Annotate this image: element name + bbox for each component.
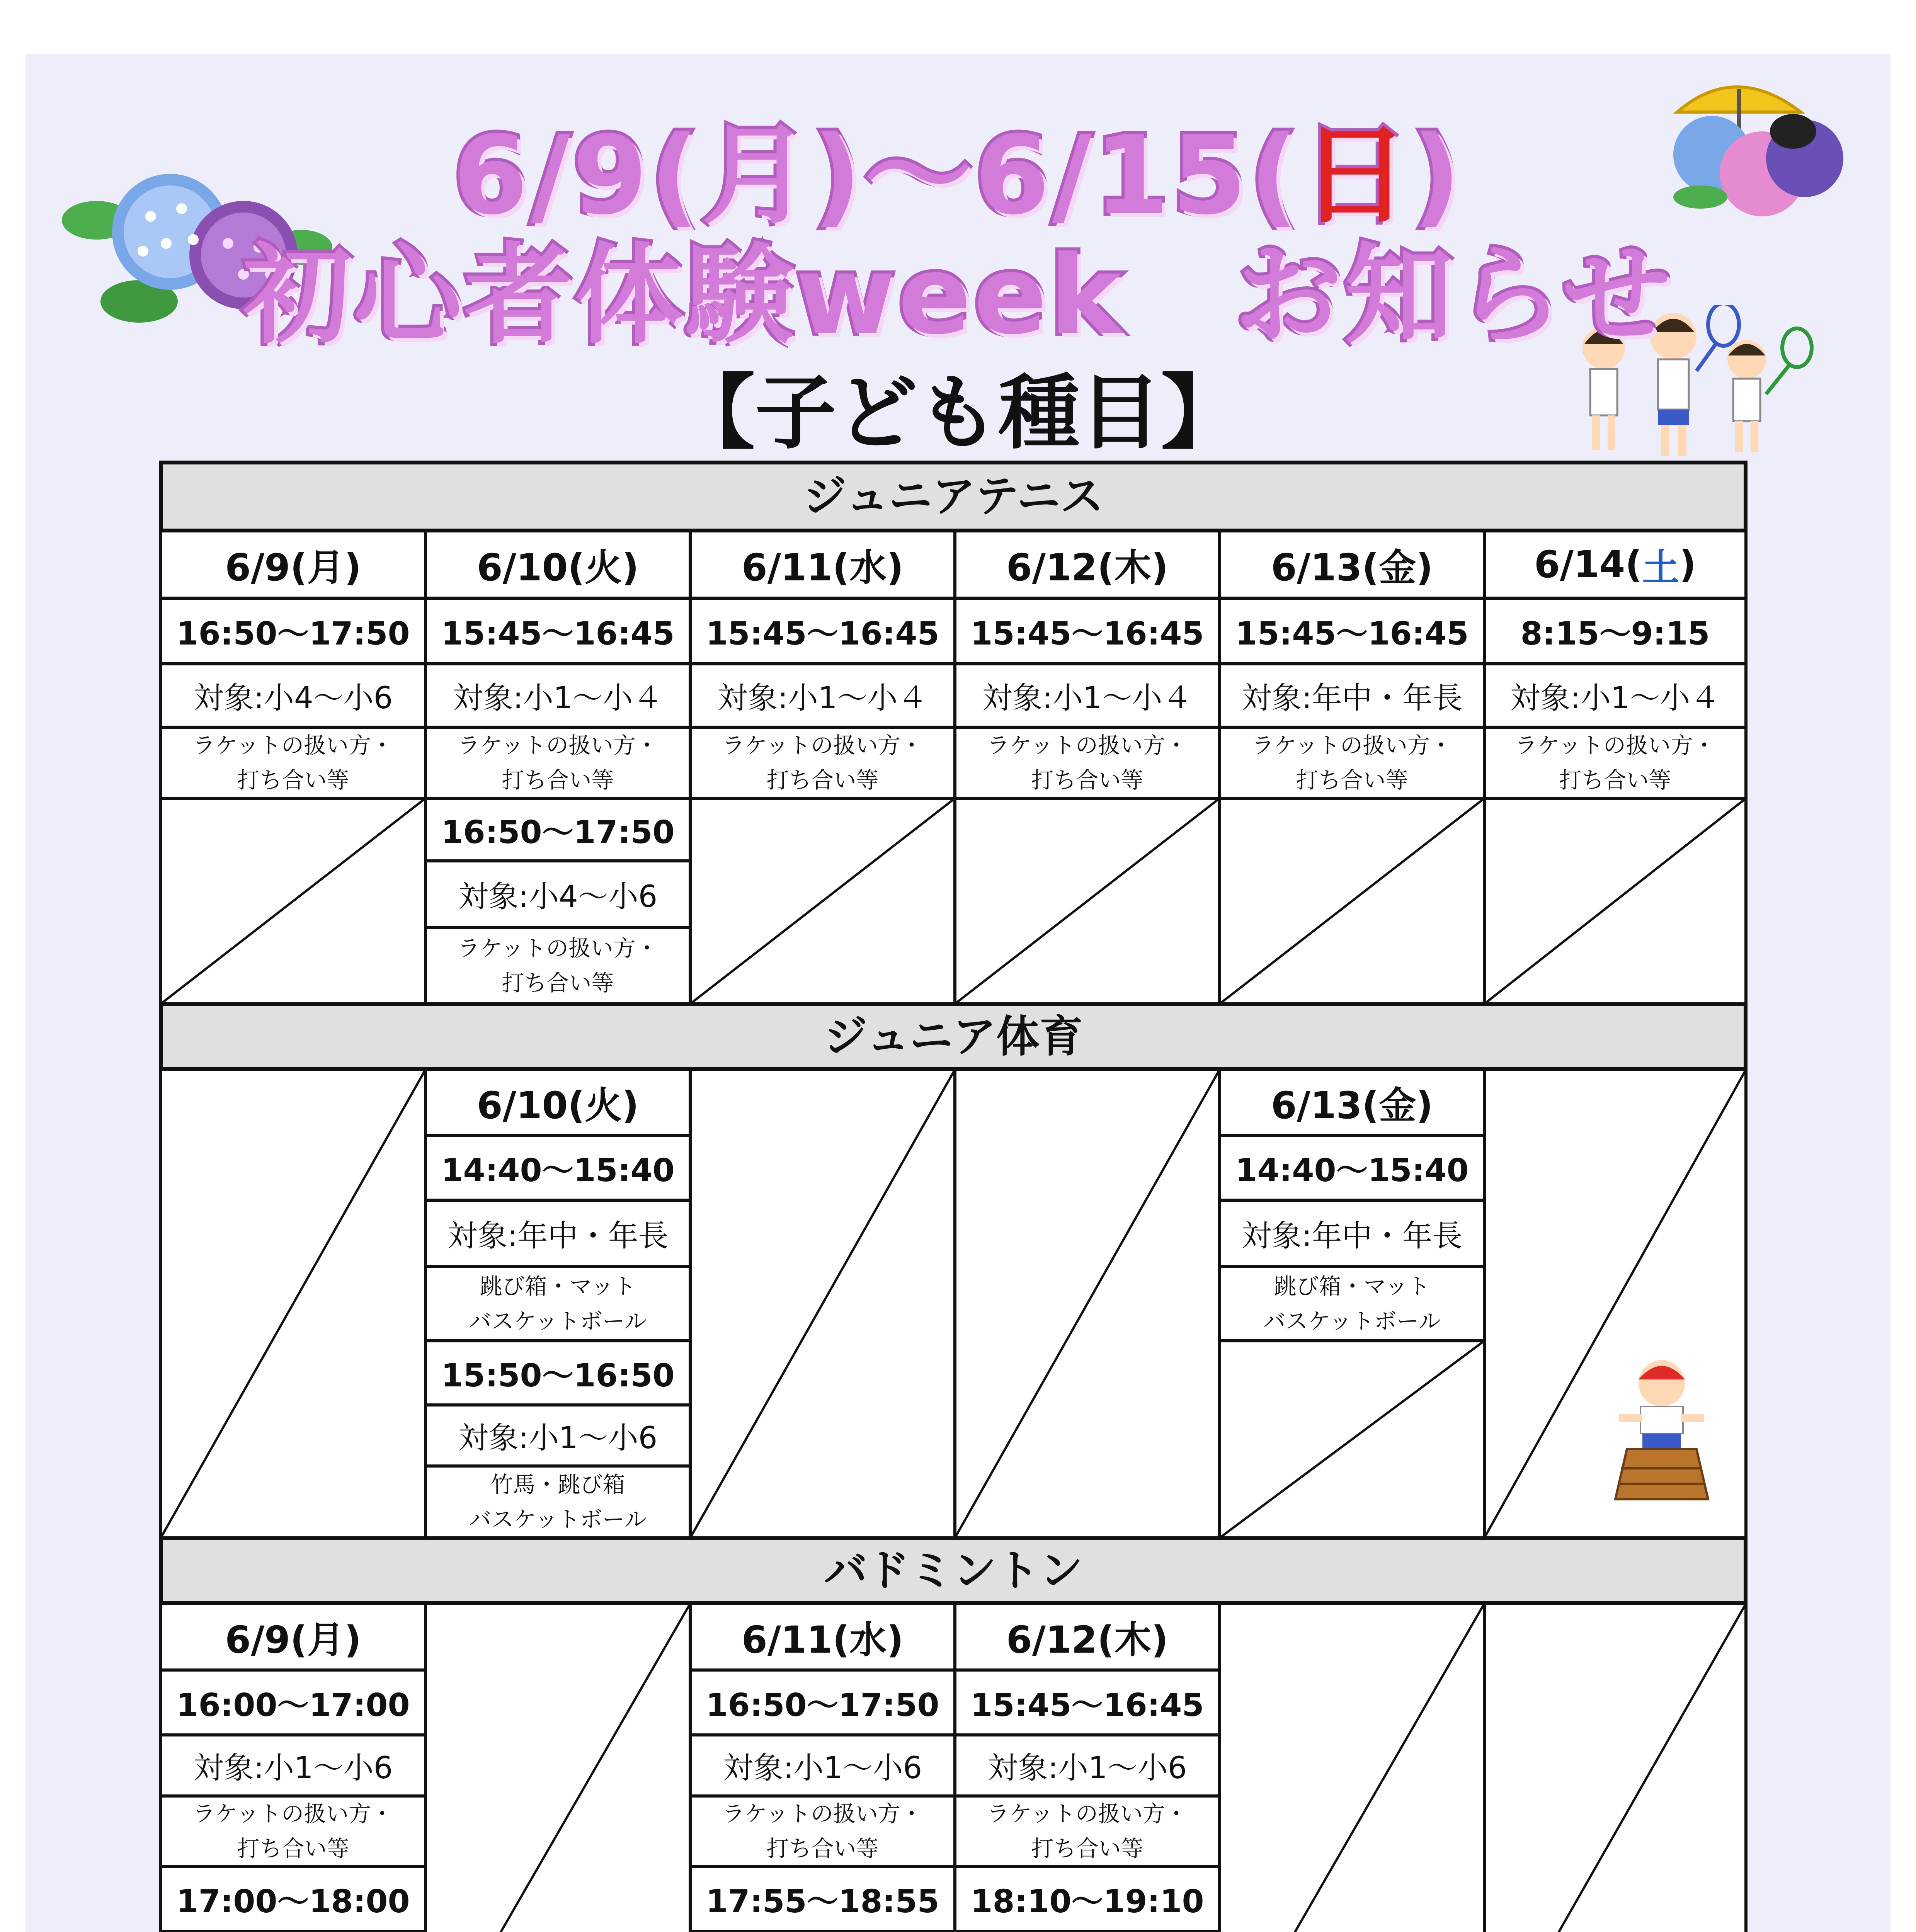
badminton-target1-wed: 対象:小1～小6 [689,1733,956,1798]
section-header-gym: ジュニア体育 [159,1002,1748,1071]
badminton-time2-thu: 18:10～19:10 [953,1865,1221,1932]
badminton-target2-wed [689,1930,956,1932]
badminton-target1-mon: 対象:小1～小6 [159,1733,427,1798]
tennis-content-sat: ラケットの扱い方・ 打ち合い等 [1483,726,1748,800]
tennis-extra-time-tue: 16:50～17:50 [424,797,692,862]
badminton-target2-mon [159,1930,427,1932]
empty-slot-diagonal [424,1602,692,1932]
event-name-title: 初心者体験week お知らせ [243,233,1673,359]
gym-content2-tue: 竹馬・跳び箱 バスケットボール [424,1464,692,1539]
tennis-day-wed: 6/11(水) [689,529,956,600]
tennis-extra-target-tue: 対象:小4～小6 [424,859,692,929]
section-header-badminton: バドミントン [159,1536,1748,1605]
tennis-time-sat: 8:15～9:15 [1483,597,1748,665]
empty-slot-diagonal [159,797,427,1005]
tennis-time-fri: 15:45～16:45 [1218,597,1486,665]
tennis-target-sat: 対象:小1～小４ [1483,662,1748,729]
empty-slot-diagonal [689,797,956,1005]
tennis-content-mon: ラケットの扱い方・ 打ち合い等 [159,726,427,800]
tennis-content-thu: ラケットの扱い方・ 打ち合い等 [953,726,1221,800]
tennis-target-tue: 対象:小1～小４ [424,662,692,729]
badminton-time2-mon: 17:00～18:00 [159,1865,427,1932]
gym-time-fri: 14:40～15:40 [1218,1134,1486,1202]
gym-content-fri: 跳び箱・マット バスケットボール [1218,1265,1486,1342]
event-dates-title: 6/9(月)～6/15(日) [453,113,1463,239]
badminton-day-mon: 6/9(月) [159,1602,427,1672]
empty-slot-diagonal [159,1068,427,1539]
badminton-time1-thu: 15:45～16:45 [953,1668,1221,1736]
badminton-target2-thu [953,1930,1221,1932]
tennis-day-thu: 6/12(木) [953,529,1221,600]
badminton-day-thu: 6/12(木) [953,1602,1221,1672]
empty-slot-diagonal [1483,797,1748,1005]
empty-slot-diagonal [689,1068,956,1539]
tennis-target-mon: 対象:小4～小6 [159,662,427,729]
badminton-time1-wed: 16:50～17:50 [689,1668,956,1736]
section-header-tennis: ジュニアテニス [159,461,1748,532]
tennis-day-tue: 6/10(火) [424,529,692,600]
gym-day-fri: 6/13(金) [1218,1068,1486,1137]
badminton-content1-mon: ラケットの扱い方・ 打ち合い等 [159,1794,427,1868]
tennis-content-wed: ラケットの扱い方・ 打ち合い等 [689,726,956,800]
tennis-target-thu: 対象:小1～小４ [953,662,1221,729]
badminton-content1-thu: ラケットの扱い方・ 打ち合い等 [953,1794,1221,1868]
tennis-time-tue: 15:45～16:45 [424,597,692,665]
empty-slot-diagonal [1218,1339,1486,1539]
tennis-target-wed: 対象:小1～小４ [689,662,956,729]
tennis-day-sat: 6/14( 土 ) [1483,529,1748,600]
empty-slot-diagonal [953,797,1221,1005]
gym-time2-tue: 15:50～16:50 [424,1339,692,1406]
tennis-content-tue: ラケットの扱い方・ 打ち合い等 [424,726,692,800]
empty-slot-diagonal [1483,1602,1748,1932]
gym-target-fri: 対象:年中・年長 [1218,1199,1486,1268]
tennis-time-wed: 15:45～16:45 [689,597,956,665]
tennis-content-fri: ラケットの扱い方・ 打ち合い等 [1218,726,1486,800]
badminton-time1-mon: 16:00～17:00 [159,1668,427,1736]
empty-slot-diagonal [1218,797,1486,1005]
tennis-extra-content-tue: ラケットの扱い方・ 打ち合い等 [424,926,692,1005]
badminton-day-wed: 6/11(水) [689,1602,956,1672]
gym-target1-tue: 対象:年中・年長 [424,1199,692,1268]
badminton-content1-wed: ラケットの扱い方・ 打ち合い等 [689,1794,956,1868]
tennis-time-thu: 15:45～16:45 [953,597,1221,665]
gym-content1-tue: 跳び箱・マット バスケットボール [424,1265,692,1342]
badminton-time2-wed: 17:55～18:55 [689,1865,956,1932]
empty-slot-diagonal [1218,1602,1486,1932]
badminton-target1-thu: 対象:小1～小6 [953,1733,1221,1798]
category-subtitle: 【子ども種目】 [674,366,1242,460]
tennis-day-mon: 6/9(月) [159,529,427,600]
tennis-target-fri: 対象:年中・年長 [1218,662,1486,729]
gym-day-tue: 6/10(火) [424,1068,692,1137]
sunday-mark: 日 [1301,113,1412,239]
gym-target2-tue: 対象:小1～小6 [424,1403,692,1468]
vaulting-box-kid-illustration [1604,1352,1720,1507]
empty-slot-diagonal [953,1068,1221,1539]
tennis-day-fri: 6/13(金) [1218,529,1486,600]
tennis-time-mon: 16:50～17:50 [159,597,427,665]
gym-time1-tue: 14:40～15:40 [424,1134,692,1202]
